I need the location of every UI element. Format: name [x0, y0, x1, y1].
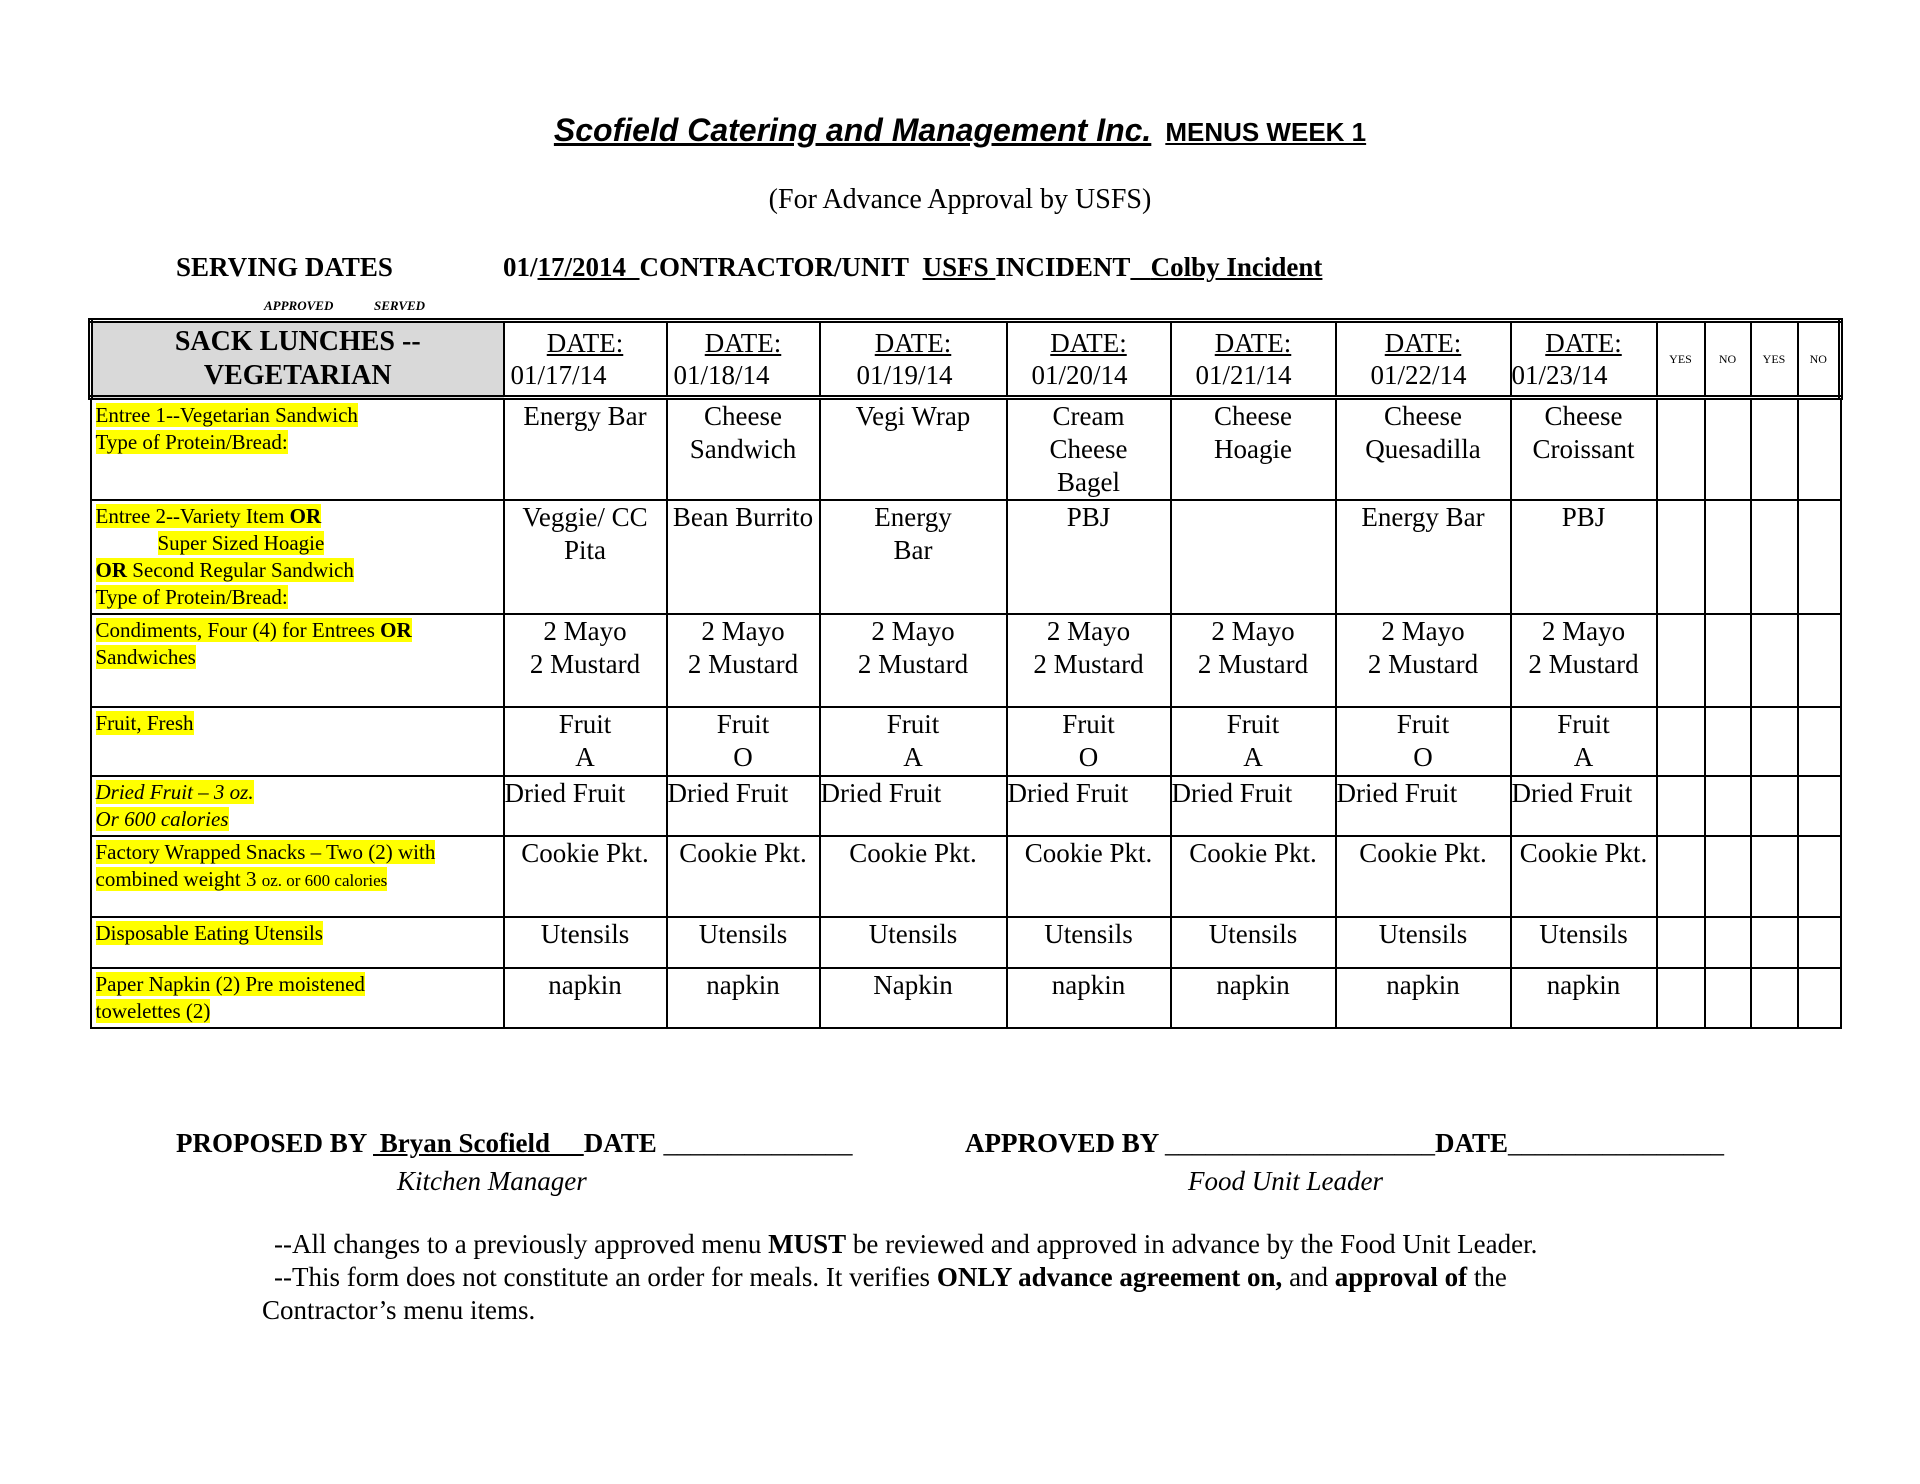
menu-cell: Fruit A — [504, 707, 667, 776]
table-row — [91, 917, 1841, 968]
menu-cell: Fruit A — [1511, 707, 1657, 776]
incident-value: Colby Incident — [1150, 252, 1323, 282]
no-checkbox[interactable] — [1705, 500, 1751, 614]
no-checkbox[interactable] — [1798, 917, 1841, 968]
menu-cell: Dried Fruit — [504, 776, 667, 836]
menu-cell: Fruit O — [667, 707, 820, 776]
menu-cell: Dried Fruit — [820, 776, 1007, 836]
menu-cell: Fruit O — [1007, 707, 1171, 776]
label-text: towelettes (2) — [95, 999, 211, 1023]
row-label-entree-1: Entree 1--Vegetarian Sandwich Type of Protein/Bread: — [91, 398, 504, 501]
no-checkbox[interactable] — [1798, 836, 1841, 917]
label-text: Or 600 calories — [95, 807, 229, 831]
company-name: Scofield Catering and Management Inc. — [553, 112, 1152, 148]
note-text: and — [1282, 1262, 1335, 1292]
date-header-7 — [1511, 321, 1657, 398]
date-label: DATE: — [704, 328, 782, 358]
no-header-1: NO — [1705, 321, 1751, 398]
serving-date-prefix: 01/ — [503, 252, 538, 282]
menu-cell: Dried Fruit — [1336, 776, 1511, 836]
yes-checkbox[interactable] — [1751, 968, 1798, 1028]
menu-cell: Utensils — [1007, 917, 1171, 968]
date-header-5 — [1171, 321, 1336, 398]
table-row — [91, 707, 1841, 776]
table-title-line1: SACK LUNCHES -- — [174, 326, 421, 357]
menu-cell: Fruit A — [1171, 707, 1336, 776]
note-text: --This form does not constitute an order for meals. It verifies — [274, 1262, 937, 1292]
no-checkbox[interactable] — [1705, 707, 1751, 776]
yes-checkbox[interactable] — [1751, 836, 1798, 917]
table-row — [91, 398, 1841, 501]
date-label: DATE: — [1050, 328, 1127, 358]
menu-cell: napkin — [667, 968, 820, 1028]
table-row — [91, 614, 1841, 707]
menu-cell: Utensils — [820, 917, 1007, 968]
menu-cell: Cookie Pkt. — [820, 836, 1007, 917]
yes-checkbox[interactable] — [1751, 500, 1798, 614]
yes-checkbox[interactable] — [1751, 398, 1798, 501]
notes — [262, 1228, 1662, 1327]
menu-cell: Dried Fruit — [1171, 776, 1336, 836]
menu-cell: Utensils — [1336, 917, 1511, 968]
row-label-fruit — [91, 707, 504, 776]
served-caption: SERVED — [374, 298, 426, 313]
yes-checkbox[interactable] — [1751, 614, 1798, 707]
no-checkbox[interactable] — [1705, 917, 1751, 968]
menu-cell: Vegi Wrap — [820, 398, 1007, 501]
label-text: combined weight 3 — [95, 867, 262, 891]
table-row — [91, 836, 1841, 917]
date-header-6 — [1336, 321, 1511, 398]
note-1 — [262, 1228, 1662, 1261]
note-text: --All changes to a previously approved menu — [274, 1229, 769, 1259]
label-text: Type of Protein/Bread: — [95, 585, 288, 609]
document-title — [0, 112, 1920, 149]
approved-line — [965, 1128, 1724, 1159]
note-bold: MUST — [768, 1229, 847, 1259]
menu-cell: napkin — [1007, 968, 1171, 1028]
menu-cell: Utensils — [1511, 917, 1657, 968]
yes-header-1: YES — [1657, 321, 1705, 398]
no-checkbox[interactable] — [1798, 500, 1841, 614]
proposed-name: Bryan Scofield — [373, 1128, 584, 1158]
label-text: Disposable Eating Utensils — [95, 921, 323, 945]
no-checkbox[interactable] — [1705, 836, 1751, 917]
date-label: DATE: — [1545, 328, 1622, 358]
no-header-2: NO — [1798, 321, 1841, 398]
row-label-condiments — [91, 614, 504, 707]
menu-cell: Cookie Pkt. — [1171, 836, 1336, 917]
yes-checkbox[interactable] — [1657, 776, 1705, 836]
date-label: DATE: — [874, 328, 952, 358]
menu-cell: Utensils — [504, 917, 667, 968]
serving-date: 17/2014 — [537, 252, 627, 282]
table-row — [91, 776, 1841, 836]
menu-cell: 2 Mayo 2 Mustard — [504, 614, 667, 707]
menu-cell: Cookie Pkt. — [1336, 836, 1511, 917]
menu-cell: Cookie Pkt. — [1007, 836, 1171, 917]
date-value: 01/21/14 — [1195, 360, 1292, 390]
date-label: DATE: — [1384, 328, 1462, 358]
menu-cell: Utensils — [1171, 917, 1336, 968]
document-subtitle: (For Advance Approval by USFS) — [768, 184, 1152, 215]
incident-label: INCIDENT — [995, 252, 1131, 282]
row-label-snacks — [91, 836, 504, 917]
menu-cell: Cheese Croissant — [1511, 398, 1657, 501]
menu-cell: PBJ — [1007, 500, 1171, 614]
date-value: 01/20/14 — [1031, 360, 1128, 390]
yes-checkbox[interactable] — [1751, 707, 1798, 776]
table-row — [91, 500, 1841, 614]
yes-checkbox[interactable] — [1657, 398, 1705, 501]
menu-cell: Fruit O — [1336, 707, 1511, 776]
no-checkbox[interactable] — [1705, 968, 1751, 1028]
kitchen-manager-caption: Kitchen Manager — [397, 1166, 587, 1196]
menu-week: MENUS WEEK 1 — [1165, 117, 1367, 147]
date-header-4 — [1007, 321, 1171, 398]
row-label-dried-fruit — [91, 776, 504, 836]
yes-checkbox[interactable] — [1657, 968, 1705, 1028]
row-label-napkin — [91, 968, 504, 1028]
menu-cell: Energy Bar — [504, 398, 667, 501]
note-bold: approval of — [1334, 1262, 1468, 1292]
approved-signature-field[interactable]: ____________________ — [1165, 1128, 1435, 1158]
menu-cell: Dried Fruit — [667, 776, 820, 836]
no-checkbox[interactable] — [1798, 398, 1841, 501]
label-or: OR — [380, 618, 412, 642]
date-header-1 — [504, 321, 667, 398]
date-value: 01/19/14 — [856, 360, 953, 390]
approved-date-field[interactable]: ________________ — [1508, 1128, 1725, 1158]
menu-cell: Veggie/ CC Pita — [504, 500, 667, 614]
menu-cell: 2 Mayo 2 Mustard — [667, 614, 820, 707]
menu-cell: 2 Mayo 2 Mustard — [820, 614, 1007, 707]
no-checkbox[interactable] — [1798, 614, 1841, 707]
yes-checkbox[interactable] — [1657, 917, 1705, 968]
menu-cell: Dried Fruit — [1511, 776, 1657, 836]
yes-checkbox[interactable] — [1657, 614, 1705, 707]
menu-cell: Fruit A — [820, 707, 1007, 776]
menu-cell: Cookie Pkt. — [667, 836, 820, 917]
menu-cell: Cheese Quesadilla — [1336, 398, 1511, 501]
menu-cell: 2 Mayo 2 Mustard — [1171, 614, 1336, 707]
date-value: 01/22/14 — [1370, 360, 1467, 390]
date-label: DATE: — [546, 328, 624, 358]
menu-cell: Cheese Hoagie — [1171, 398, 1336, 501]
no-checkbox[interactable] — [1705, 776, 1751, 836]
menu-cell: PBJ — [1511, 500, 1657, 614]
yes-checkbox[interactable] — [1657, 836, 1705, 917]
menu-cell: Cream Cheese Bagel — [1007, 398, 1171, 501]
menu-cell: Cheese Sandwich — [667, 398, 820, 501]
note-bold: ONLY advance agreement on, — [936, 1262, 1283, 1292]
table-row — [91, 968, 1841, 1028]
approved-caption: APPROVED — [264, 298, 334, 313]
date-value: 01/17/14 — [510, 360, 607, 390]
yes-checkbox[interactable] — [1657, 500, 1705, 614]
proposed-label: PROPOSED BY — [176, 1128, 367, 1158]
proposed-date-label: DATE — [583, 1128, 657, 1158]
approved-date-label: DATE — [1435, 1128, 1509, 1158]
yes-checkbox[interactable] — [1751, 917, 1798, 968]
menu-cell: 2 Mayo 2 Mustard — [1511, 614, 1657, 707]
menu-cell: 2 Mayo 2 Mustard — [1336, 614, 1511, 707]
yes-checkbox[interactable] — [1751, 776, 1798, 836]
no-checkbox[interactable] — [1798, 968, 1841, 1028]
label-text: Fruit, Fresh — [95, 711, 194, 735]
label-text: Super Sized Hoagie — [157, 531, 325, 555]
menu-cell: Cookie Pkt. — [1511, 836, 1657, 917]
label-text: Dried Fruit – 3 oz. — [95, 780, 254, 804]
approved-label: APPROVED BY — [965, 1128, 1159, 1158]
menu-cell: napkin — [504, 968, 667, 1028]
menu-cell: 2 Mayo 2 Mustard — [1007, 614, 1171, 707]
menu-cell: Energy Bar — [1336, 500, 1511, 614]
menu-cell — [1171, 500, 1336, 614]
proposed-line — [176, 1128, 853, 1159]
note-text: the — [1467, 1262, 1507, 1292]
label-text: Entree 2--Variety Item — [95, 504, 290, 528]
label-or: OR — [95, 558, 127, 582]
menu-cell: Napkin — [820, 968, 1007, 1028]
food-unit-leader-caption: Food Unit Leader — [1188, 1166, 1383, 1196]
label-text: Sandwiches — [95, 645, 196, 669]
label-text: Paper Napkin (2) Pre moistened — [95, 972, 365, 996]
label-text: Condiments, Four (4) for Entrees — [95, 618, 381, 642]
date-header-2 — [667, 321, 820, 398]
date-header-3 — [820, 321, 1007, 398]
serving-info-line — [503, 252, 1322, 283]
serving-dates-label: SERVING DATES — [176, 252, 393, 282]
row-label-entree-2 — [91, 500, 504, 614]
proposed-date-field[interactable]: ______________ — [663, 1128, 853, 1158]
no-checkbox[interactable] — [1705, 398, 1751, 501]
menu-cell: Energy Bar — [820, 500, 1007, 614]
table-title-line2: VEGETARIAN — [203, 360, 392, 391]
label-or: OR — [289, 504, 322, 528]
menu-cell: napkin — [1171, 968, 1336, 1028]
no-checkbox[interactable] — [1798, 707, 1841, 776]
no-checkbox[interactable] — [1705, 614, 1751, 707]
contractor-value: USFS — [922, 252, 989, 282]
row-label-utensils — [91, 917, 504, 968]
label-text: oz. or 600 calories — [261, 871, 388, 890]
table-title — [91, 321, 504, 398]
label-text: Second Regular Sandwich — [127, 558, 354, 582]
date-label: DATE: — [1214, 328, 1292, 358]
menu-cell: Utensils — [667, 917, 820, 968]
no-checkbox[interactable] — [1798, 776, 1841, 836]
menu-cell: napkin — [1336, 968, 1511, 1028]
menu-table — [88, 318, 1843, 1029]
table-header-row — [91, 321, 1841, 398]
contractor-label: CONTRACTOR/UNIT — [639, 252, 910, 282]
note-text: be reviewed and approved in advance by the Food Unit Leader. — [846, 1229, 1538, 1259]
menu-cell: Bean Burrito — [667, 500, 820, 614]
yes-header-2: YES — [1751, 321, 1798, 398]
note-3: Contractor’s menu items. — [262, 1295, 536, 1325]
menu-cell: Cookie Pkt. — [504, 836, 667, 917]
date-value: 01/18/14 — [673, 360, 770, 390]
yes-checkbox[interactable] — [1657, 707, 1705, 776]
label-text: Factory Wrapped Snacks – Two (2) with — [95, 840, 436, 864]
note-2 — [262, 1261, 1662, 1294]
date-value: 01/23/14 — [1511, 360, 1608, 390]
menu-cell: napkin — [1511, 968, 1657, 1028]
menu-cell: Dried Fruit — [1007, 776, 1171, 836]
